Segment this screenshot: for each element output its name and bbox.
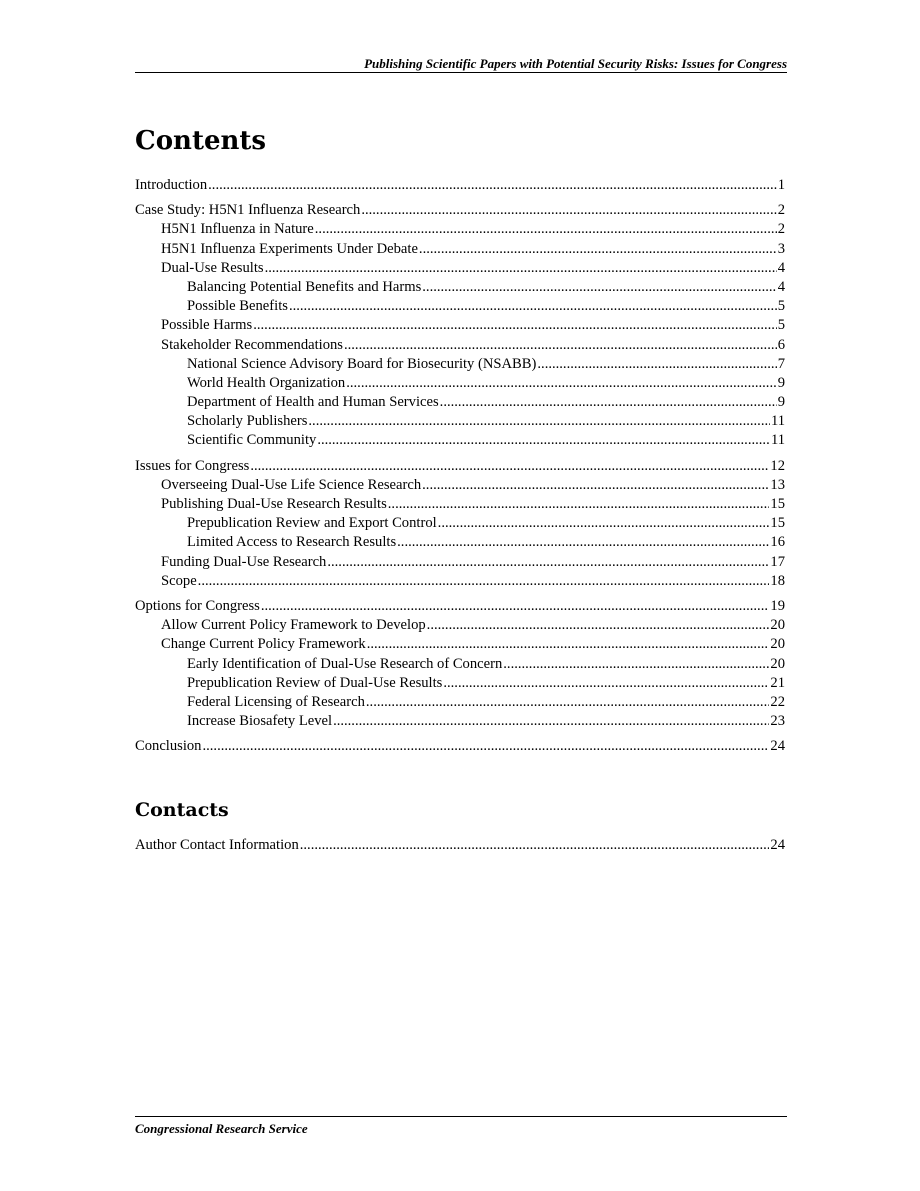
dot-leader	[202, 737, 769, 756]
toc-entry-title: Case Study: H5N1 Influenza Research	[135, 202, 361, 219]
toc-entry[interactable]	[135, 514, 785, 533]
toc-entry[interactable]	[135, 431, 785, 450]
footer-publisher: Congressional Research Service	[135, 1121, 308, 1136]
dot-leader	[397, 533, 769, 552]
toc-entry-title: Federal Licensing of Research	[187, 693, 365, 710]
toc-entry-title: Dual-Use Results	[161, 259, 264, 276]
toc-entry-page: 9	[777, 394, 785, 411]
dot-leader	[427, 616, 770, 635]
toc-entry-title: Possible Benefits	[187, 298, 288, 315]
toc-entry[interactable]	[135, 836, 785, 855]
toc-entry-title: Scientific Community	[187, 432, 317, 449]
toc-entry[interactable]	[135, 655, 785, 674]
running-header: Publishing Scientific Papers with Potential Security Risks: Issues for Congress	[364, 56, 787, 71]
toc-entry-page: 2	[777, 202, 785, 219]
dot-leader	[261, 597, 770, 616]
toc-entry-page: 22	[770, 693, 785, 710]
toc-entry-title: Early Identification of Dual-Use Research of Concern	[187, 655, 503, 672]
toc-entry-page: 21	[770, 674, 785, 691]
dot-leader	[419, 240, 777, 259]
dot-leader	[361, 201, 776, 220]
toc-entry-page: 18	[770, 572, 785, 589]
toc-entry-title: World Health Organization	[187, 374, 346, 391]
toc-entry-page: 5	[777, 317, 785, 334]
toc-entry-page: 20	[770, 617, 785, 634]
toc-entry-page: 4	[777, 278, 785, 295]
toc-entry-title: Scope	[161, 572, 197, 589]
toc-entry-title: Limited Access to Research Results	[187, 534, 397, 551]
header-rule	[135, 72, 787, 73]
dot-leader	[346, 374, 776, 393]
toc-entry[interactable]	[135, 495, 785, 514]
dot-leader	[308, 412, 770, 431]
toc-entry-page: 7	[777, 355, 785, 372]
toc-entry-title: Increase Biosafety Level	[187, 713, 333, 730]
toc-entry-page: 20	[770, 636, 785, 653]
toc-entry-page: 5	[777, 298, 785, 315]
table-of-contents	[135, 176, 785, 756]
toc-entry-title: Balancing Potential Benefits and Harms	[187, 278, 422, 295]
dot-leader	[503, 655, 769, 674]
toc-entry[interactable]	[135, 259, 785, 278]
toc-entry-title: Department of Health and Human Services	[187, 394, 439, 411]
toc-entry-page: 11	[770, 413, 785, 430]
toc-entry-page: 4	[777, 259, 785, 276]
dot-leader	[333, 712, 769, 731]
toc-entry[interactable]	[135, 635, 785, 654]
toc-entry-title: Change Current Policy Framework	[161, 636, 366, 653]
dot-leader	[300, 836, 770, 855]
dot-leader	[440, 393, 777, 412]
toc-entry[interactable]	[135, 572, 785, 591]
toc-entry-page: 12	[770, 457, 785, 474]
toc-entry[interactable]	[135, 412, 785, 431]
dot-leader	[327, 553, 769, 572]
toc-entry-title: H5N1 Influenza in Nature	[161, 221, 314, 238]
toc-entry[interactable]	[135, 674, 785, 693]
toc-entry-title: Funding Dual-Use Research	[161, 553, 327, 570]
dot-leader	[367, 635, 770, 654]
toc-entry-title: Overseeing Dual-Use Life Science Research	[161, 476, 422, 493]
toc-entry[interactable]	[135, 476, 785, 495]
toc-entry-page: 15	[770, 496, 785, 512]
toc-entry-page: 1	[777, 177, 785, 193]
toc-entry-page: 11	[770, 432, 785, 449]
toc-entry-title: Possible Harms	[161, 317, 253, 334]
toc-entry-page: 2	[777, 221, 785, 238]
dot-leader	[344, 336, 777, 355]
toc-entry[interactable]	[135, 278, 785, 297]
dot-leader	[388, 495, 770, 514]
dot-leader	[198, 572, 770, 591]
contacts-heading: Contacts	[135, 799, 229, 821]
toc-entry[interactable]	[135, 737, 785, 756]
toc-entry[interactable]	[135, 336, 785, 355]
toc-entry-page: 24	[770, 738, 785, 755]
toc-entry[interactable]	[135, 176, 785, 195]
toc-entry[interactable]	[135, 457, 785, 476]
toc-entry-page: 9	[777, 374, 785, 391]
dot-leader	[366, 693, 770, 712]
toc-entry-page: 6	[777, 336, 785, 353]
toc-entry[interactable]	[135, 374, 785, 393]
toc-entry-page: 19	[770, 597, 785, 614]
toc-entry-page: 15	[770, 515, 785, 532]
dot-leader	[250, 457, 769, 476]
toc-entry[interactable]	[135, 240, 785, 259]
toc-entry[interactable]	[135, 553, 785, 572]
toc-entry-title: Conclusion	[135, 738, 202, 755]
toc-entry-title: Prepublication Review of Dual-Use Results	[187, 674, 443, 691]
dot-leader	[289, 297, 777, 316]
toc-entry[interactable]	[135, 616, 785, 635]
toc-entry[interactable]	[135, 693, 785, 712]
toc-entry[interactable]	[135, 597, 785, 616]
toc-entry-title: H5N1 Influenza Experiments Under Debate	[161, 240, 418, 257]
toc-entry-page: 20	[770, 655, 785, 672]
toc-entry-page: 16	[770, 534, 785, 551]
footer-rule	[135, 1116, 787, 1117]
toc-entry[interactable]	[135, 533, 785, 552]
toc-entry[interactable]	[135, 220, 785, 239]
toc-entry-title: National Science Advisory Board for Biosecurity (NSABB)	[187, 355, 537, 372]
toc-entry-title: Scholarly Publishers	[187, 413, 308, 430]
dot-leader	[422, 476, 769, 495]
dot-leader	[317, 431, 770, 450]
dot-leader	[253, 316, 776, 335]
dot-leader	[422, 278, 776, 297]
dot-leader	[438, 514, 770, 533]
toc-entry-title: Stakeholder Recommendations	[161, 336, 343, 353]
contents-heading: Contents	[135, 126, 267, 156]
dot-leader	[315, 220, 777, 239]
toc-entry[interactable]	[135, 201, 785, 220]
toc-entry[interactable]	[135, 297, 785, 316]
toc-entry-title: Allow Current Policy Framework to Develop	[161, 617, 426, 634]
toc-entry-title: Publishing Dual-Use Research Results	[161, 496, 387, 512]
dot-leader	[208, 176, 777, 195]
toc-entry-title: Issues for Congress	[135, 457, 250, 474]
toc-entry[interactable]	[135, 712, 785, 731]
toc-entry[interactable]	[135, 316, 785, 335]
toc-entry-page: 13	[770, 476, 785, 493]
toc-entry-page: 24	[770, 837, 785, 853]
toc-entry[interactable]	[135, 355, 785, 374]
toc-entry-page: 3	[777, 240, 785, 257]
toc-entry-page: 23	[770, 713, 785, 730]
toc-entry-title: Options for Congress	[135, 597, 260, 614]
dot-leader	[443, 674, 769, 693]
toc-entry-title: Author Contact Information	[135, 837, 299, 853]
toc-entry[interactable]	[135, 393, 785, 412]
contacts-list	[135, 836, 785, 855]
toc-entry-title: Introduction	[135, 177, 208, 193]
dot-leader	[265, 259, 777, 278]
toc-entry-title: Prepublication Review and Export Control	[187, 515, 437, 532]
toc-entry-page: 17	[770, 553, 785, 570]
dot-leader	[537, 355, 776, 374]
